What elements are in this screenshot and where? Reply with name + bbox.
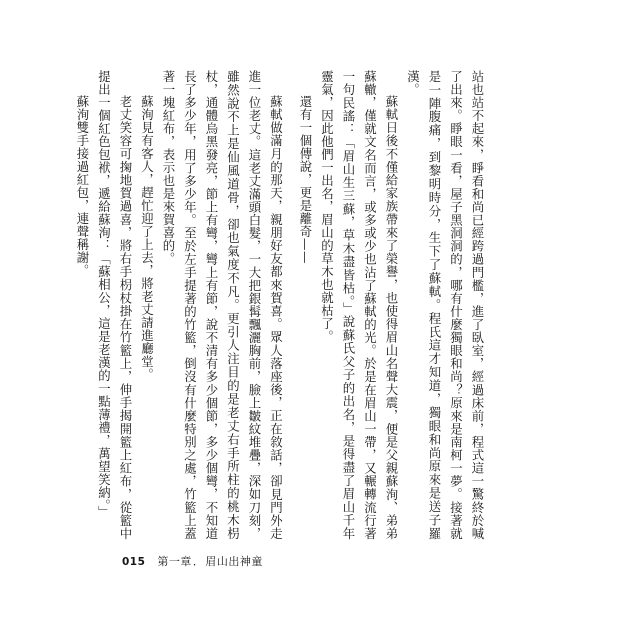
footer-separator: ． [192,555,205,568]
paragraph: 老丈笑容可掬地賀過喜，將右手枴杖掛在竹籃上，伸手揭開籃上紅布，從籃中提出一個紅色包袱，遞給蘇洵：「蘇相公，這是老漢的一點薄禮，萬望笑納。」 [96,70,133,540]
paragraph: 站也站不起來，睜看和尚已經跨過門檻，進了臥室，經過床前，程式這一驚終於喊了出來。睜眼一看，屋子黑洞洞的，哪有什麼獨眼和尚？原來是南柯一夢。接著就是一陣腹痛，到黎明時分，生下了蘇軾。程氏這才知道，獨眼和尚原來是送子羅漢。 [405,70,485,540]
page-number: 015 [122,556,146,568]
chapter-label: 第一章 [157,555,192,568]
paragraph: 蘇洵雙手接過紅包，連聲稱謝。 [75,94,90,277]
paragraph: 蘇軾日後不僅給家族帶來了榮譽，也使得眉山名聲大震，便是父親蘇洵、弟弟蘇轍，僅就文名而言，或多或少也沾了蘇軾的光。於是在眉山一帶，又輾轉流行著一句民謠：「眉山生三蘇，草木盡皆枯。」說蘇氏父子的出名，是得盡了眉山千年靈氣，因此他們一出名，眉山的草木也就枯了。 [319,70,399,540]
paragraph: 蘇軾做滿月的那天，親朋好友都來賀喜。眾人落座後，正在敘話，卻見門外走進一位老丈。這老丈滿頭白髮，一大把銀髯飄灑胸前，臉上皺紋堆疊，深如刀刻，雖然說不上是仙風道骨，卻也氣度不凡。更引人注目的是老丈右手所柱的桃木枴杖，通體烏黑發亮，節上有彎，彎上有節，說不清有多少個節，多少個彎，不知道長了多少年，用了多少年。至於左手提著的竹籃，倒沒有什麼特別之處，竹籃上蓋著一塊紅布，表示也是來賀喜的。 [161,70,284,540]
chapter-title: 眉山出神童 [205,555,263,568]
body-text [72,70,489,540]
page-footer [122,553,263,569]
paragraph: 蘇洵見有客人，趕忙迎了上去，將老丈請進廳堂。 [139,94,155,381]
paragraph: 還有一個傳說，更是離奇—— [298,94,313,264]
